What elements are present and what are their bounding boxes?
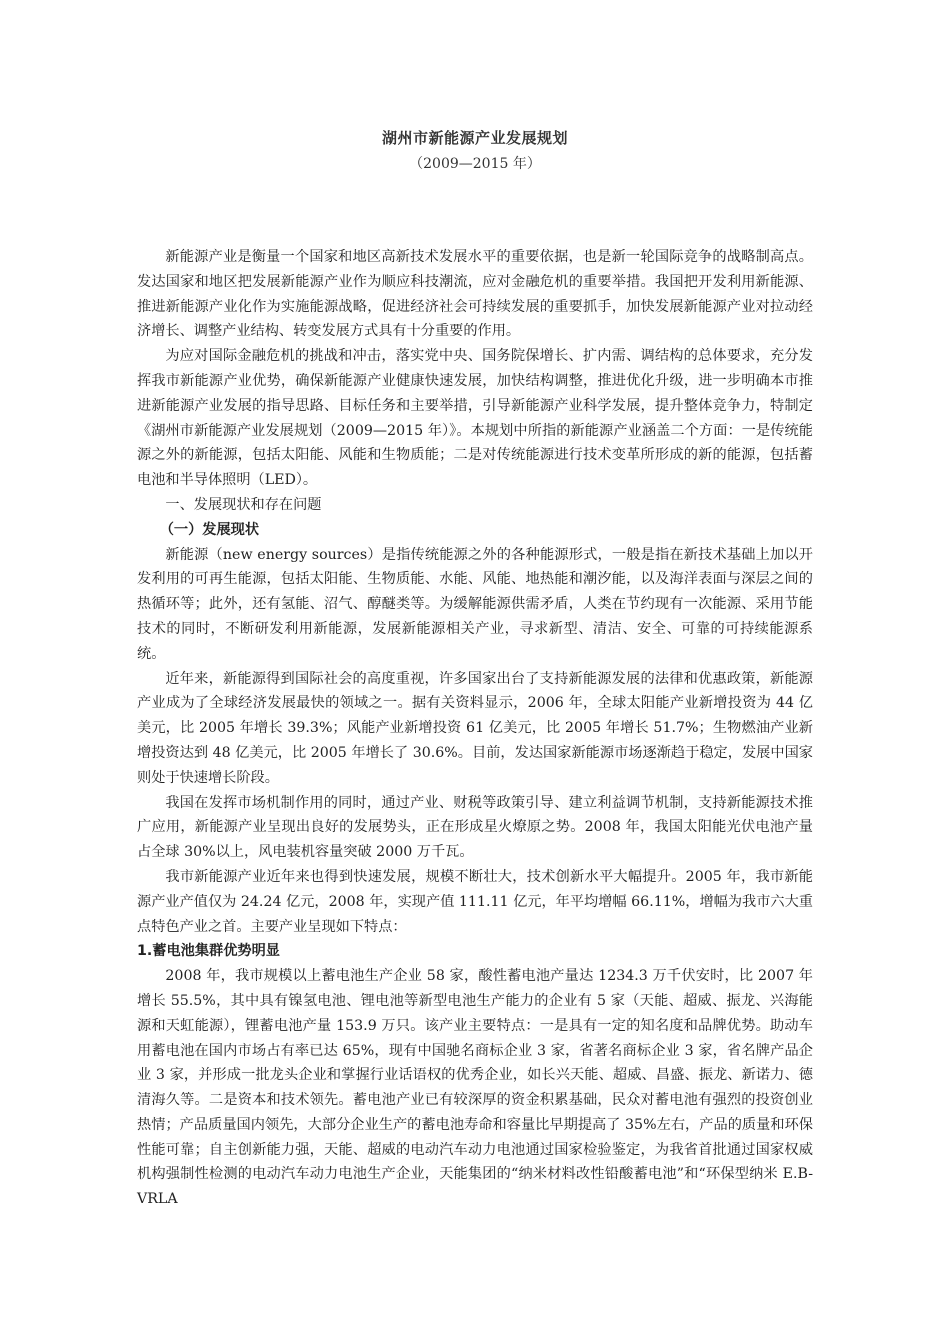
document-body (137, 245, 813, 1212)
paragraph-local-trend: 我市新能源产业近年来也得到快速发展，规模不断壮大，技术创新水平大幅提升。2005 年，我市新能源产业产值仅为 24.24 亿元，2008 年，实现产值 111.11 亿元，年平均增幅 66.11%，增幅为我市六大重点特色产业之首。主要产业呈现如下特点： (137, 868, 813, 935)
paragraph-battery: 2008 年，我市规模以上蓄电池生产企业 58 家，酸性蓄电池产量达 1234.3 万千伏安时，比 2007 年增长 55.5%，其中具有镍氢电池、锂电池等新型电池生产能力的企业有 5 家（天能、超威、振龙、兴海能源和天虹能源），锂蓄电池产量 153.9 万只。该产业主要特点：一是具有一定的知名度和品牌优势。助动车用蓄电池在国内市场占有率已达 65%，现有中国驰名商标企业 3 家，省著名商标企业 3 家，省名牌产品企业 3 家，并形成一批龙头企业和掌握行业话语权的优秀企业，如长兴天能、超威、昌盛、振龙、新诺力、德清海久等。二是资本和技术领先。蓄电池产业已有较深厚的资金积累基础，民众对蓄电池有强烈的投资创业热情；产品质量国内领先，大部分企业生产的蓄电池寿命和容量比早期提高了 35%左右，产品的质量和环保性能可靠；自主创新能力强，天能、超威的电动汽车动力电池通过国家检验鉴定，为我省首批通过国家权威机构强制性检测的电动汽车动力电池生产企业，天能集团的“纳米材料改性铅酸蓄电池”和“环保型纳米 E.B-VRLA (137, 968, 813, 1208)
item-heading-battery: 1.蓄电池集群优势明显 (137, 943, 280, 960)
paragraph-global-trend: 近年来，新能源得到国际社会的高度重视，许多国家出台了支持新能源发展的法律和优惠政策，新能源产业成为了全球经济发展最快的领域之一。据有关资料显示，2006 年，全球太阳能产业新增投资为 44 亿美元，比 2005 年增长 39.3%；风能产业新增投资 61 亿美元，比 2005 年增长 51.7%；生物燃油产业新增投资达到 48 亿美元，比 2005 年增长了 30.6%。目前，发达国家新能源市场逐渐趋于稳定，发展中国家则处于快速增长阶段。 (137, 670, 813, 786)
subsection-heading-1: （一）发展现状 (159, 521, 260, 538)
paragraph-intro: 新能源产业是衡量一个国家和地区高新技术发展水平的重要依据，也是新一轮国际竞争的战略制高点。发达国家和地区把发展新能源产业作为顺应科技潮流，应对金融危机的重要举措。我国把开发利用新能源、推进新能源产业化作为实施能源战略，促进经济社会可持续发展的重要抓手，加快发展新能源产业对拉动经济增长、调整产业结构、转变发展方式具有十分重要的作用。 (137, 249, 813, 340)
paragraph-new-energy-definition: 新能源（new energy sources）是指传统能源之外的各种能源形式，一般是指在新技术基础上加以开发利用的可再生能源，包括太阳能、生物质能、水能、风能、地热能和潮汐能，以及海洋表面与深层之间的热循环等；此外，还有氢能、沼气、醇醚类等。为缓解能源供需矛盾，人类在节约现有一次能源、采用节能技术的同时，不断研发利用新能源，发展新能源相关产业，寻求新型、清洁、安全、可靠的可持续能源系统。 (137, 546, 813, 662)
section-heading-1: 一、发展现状和存在问题 (165, 496, 322, 513)
document-title: 湖州市新能源产业发展规划 (381, 129, 568, 147)
paragraph-purpose: 为应对国际金融危机的挑战和冲击，落实党中央、国务院保增长、扩内需、调结构的总体要求，充分发挥我市新能源产业优势，确保新能源产业健康快速发展，加快结构调整，推进优化升级，进一步明确本市推进新能源产业发展的指导思路、目标任务和主要举措，引导新能源产业科学发展，提升整体竞争力，特制定《湖州市新能源产业发展规划（2009—2015 年）》。本规划中所指的新能源产业涵盖二个方面：一是传统能源之外的新能源，包括太阳能、风能和生物质能；二是对传统能源进行技术变革所形成的新的能源，包括蓄电池和半导体照明（LED）。 (137, 348, 813, 489)
paragraph-national-trend: 我国在发挥市场机制作用的同时，通过产业、财税等政策引导、建立利益调节机制，支持新能源技术推广应用，新能源产业呈现出良好的发展势头，正在形成星火燎原之势。2008 年，我国太阳能光伏电池产量占全球 30%以上，风电装机容量突破 2000 万千瓦。 (137, 794, 813, 861)
document-subtitle: （2009—2015 年） (409, 156, 541, 172)
